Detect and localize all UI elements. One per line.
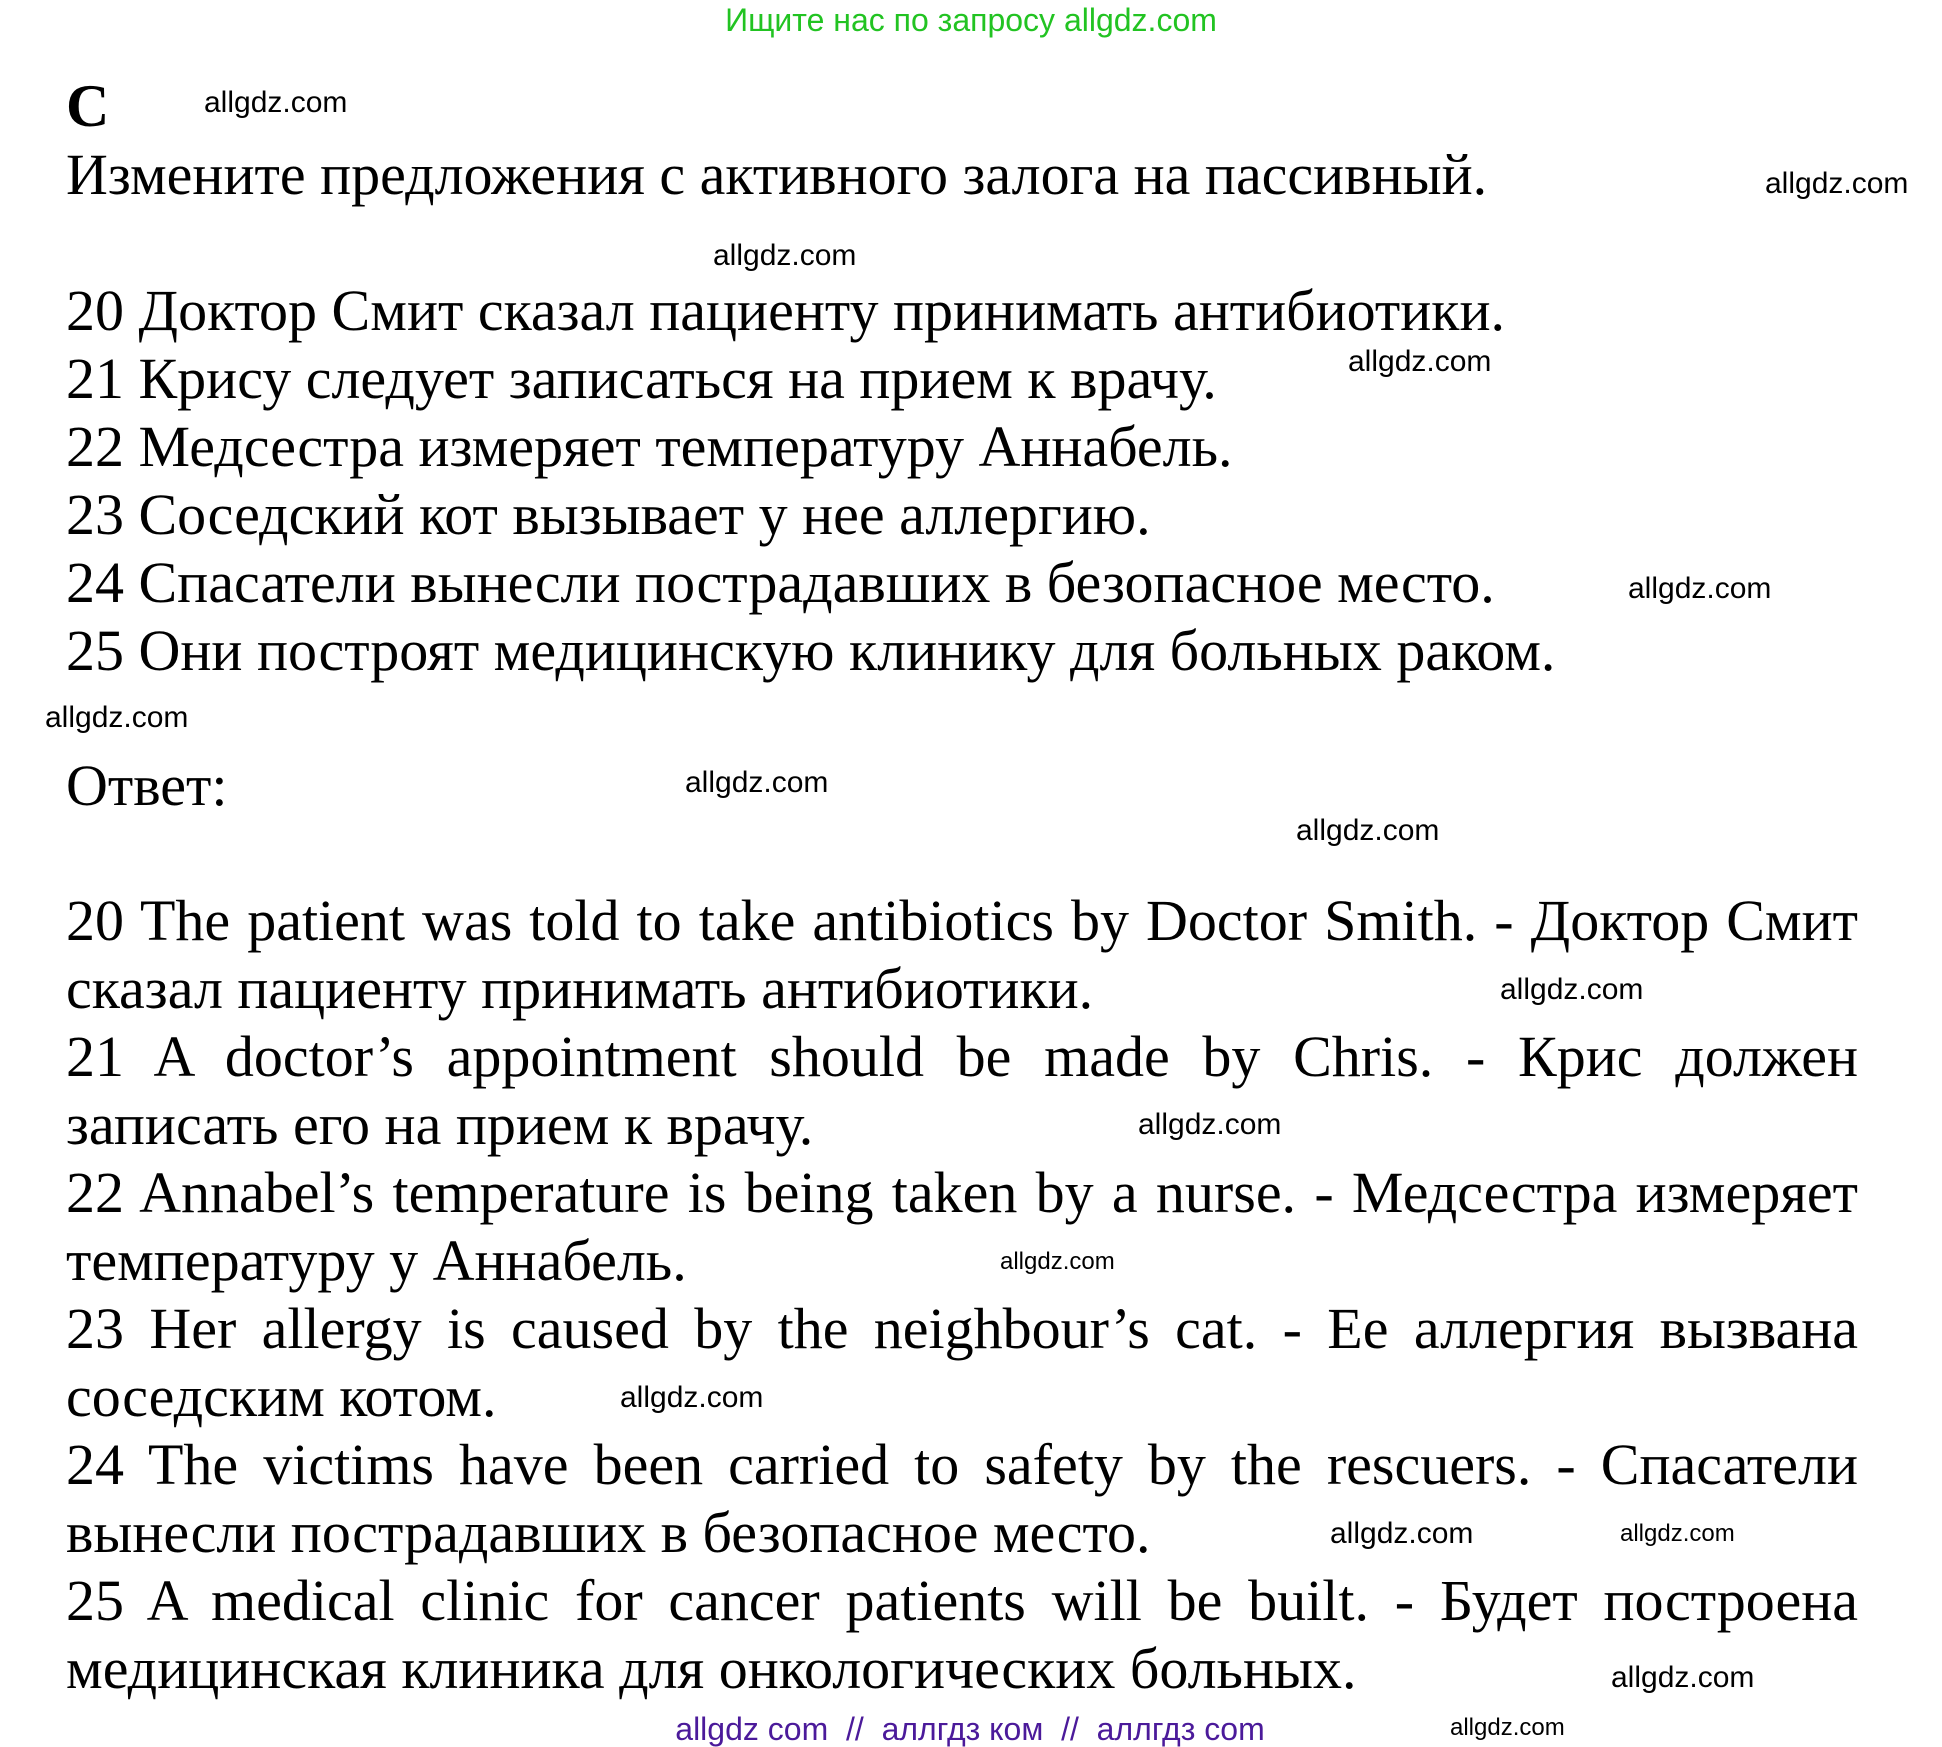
answer-list	[66, 887, 1858, 1703]
search-hint-banner: Ищите нас по запросу allgdz.com	[725, 2, 1217, 38]
question-item: 22 Медсестра измеряет температуру Аннабель.	[66, 414, 1233, 479]
watermark: allgdz.com	[1765, 167, 1909, 200]
watermark: allgdz.com	[685, 766, 829, 799]
watermark: allgdz.com	[1348, 345, 1492, 378]
watermark: allgdz.com	[1450, 1714, 1565, 1741]
question-item: 20 Доктор Смит сказал пациенту принимать антибиотики.	[66, 278, 1506, 343]
question-item: 21 Крису следует записаться на прием к врачу.	[66, 346, 1217, 411]
question-item: 23 Соседский кот вызывает у нее аллергию.	[66, 482, 1151, 547]
watermark: allgdz.com	[1620, 1520, 1735, 1547]
question-item: 25 Они построят медицинскую клинику для больных раком.	[66, 618, 1556, 683]
watermark: allgdz.com	[1000, 1248, 1115, 1275]
footer-site-names: allgdz com // аллгдз ком // аллгдз com	[675, 1711, 1265, 1747]
watermark: allgdz.com	[1628, 572, 1772, 605]
watermark: allgdz.com	[1611, 1661, 1755, 1694]
answer-item: 24 The victims have been carried to safety by the rescuers. - Спасатели вынесли пострадавших в безопасное место.	[66, 1432, 1858, 1565]
watermark: allgdz.com	[1330, 1517, 1474, 1550]
watermark: allgdz.com	[1296, 814, 1440, 847]
answer-item: 23 Her allergy is caused by the neighbour’s cat. - Ее аллергия вызвана соседским котом.	[66, 1296, 1858, 1429]
question-item: 24 Спасатели вынесли пострадавших в безопасное место.	[66, 550, 1495, 615]
question-list	[66, 277, 1555, 685]
watermark: allgdz.com	[1138, 1108, 1282, 1141]
watermark: allgdz.com	[713, 239, 857, 272]
answer-item: 20 The patient was told to take antibiotics by Doctor Smith. - Доктор Смит сказал пациенту принимать антибиотики.	[66, 888, 1858, 1021]
answer-item: 25 A medical clinic for cancer patients will be built. - Будет построена медицинская клиника для онкологических больных.	[66, 1568, 1858, 1701]
watermark: allgdz.com	[620, 1381, 764, 1414]
task-instruction: Измените предложения с активного залога на пассивный.	[66, 142, 1488, 207]
watermark: allgdz.com	[204, 86, 348, 119]
answer-item: 21 A doctor’s appointment should be made by Chris. - Крис должен записать его на прием к врачу.	[66, 1024, 1858, 1157]
watermark: allgdz.com	[1500, 973, 1644, 1006]
section-letter: C	[66, 73, 110, 139]
answer-label: Ответ:	[66, 753, 228, 818]
answer-item: 22 Annabel’s temperature is being taken by a nurse. - Медсестра измеряет температуру у Аннабель.	[66, 1160, 1858, 1293]
watermark: allgdz.com	[45, 701, 189, 734]
